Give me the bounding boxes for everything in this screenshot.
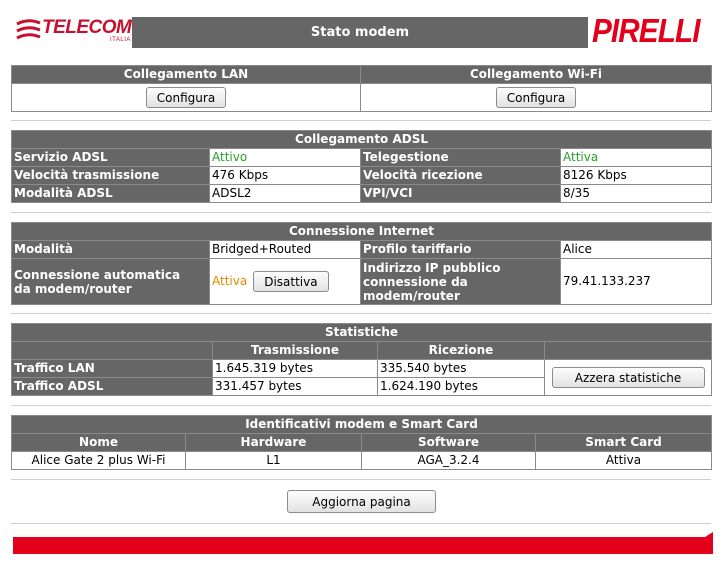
- public-ip-label: [361, 259, 561, 305]
- vpi-vci-label: VPI/VCI: [361, 185, 561, 203]
- lan-section-title: Collegamento LAN: [12, 66, 361, 84]
- adsl-traffic-label: Traffico ADSL: [12, 378, 213, 396]
- pirelli-logo-text: PIRELLI: [592, 12, 700, 49]
- lan-traffic-rx: 335.540 bytes: [378, 360, 545, 378]
- footer-bar: [13, 537, 713, 554]
- pirelli-logo: [592, 12, 708, 49]
- public-ip-label-line2: connessione da: [363, 274, 468, 289]
- lan-traffic-label: Traffico LAN: [12, 360, 213, 378]
- mode-label: Modalità: [12, 241, 210, 259]
- mode-value: Bridged+Routed: [210, 241, 361, 259]
- auto-connection-cell: [210, 259, 361, 305]
- reset-statistics-button[interactable]: Azzera statistiche: [552, 367, 705, 388]
- telemanagement-label: Telegestione: [361, 149, 561, 167]
- vpi-vci-value: 8/35: [561, 185, 712, 203]
- telecom-emblem-icon: [14, 18, 42, 46]
- tariff-profile-label: Profilo tariffario: [361, 241, 561, 259]
- adsl-section-title: Collegamento ADSL: [12, 131, 712, 149]
- public-ip-label-line1: Indirizzo IP pubblico: [363, 260, 501, 275]
- divider: [11, 523, 711, 524]
- divider: [11, 212, 711, 213]
- download-speed-label: Velocità ricezione: [361, 167, 561, 185]
- transmission-column-header: Trasmissione: [213, 342, 378, 360]
- refresh-page-button[interactable]: Aggiorna pagina: [287, 490, 436, 513]
- modem-name-value: Alice Gate 2 plus Wi-Fi: [12, 452, 186, 470]
- adsl-service-value: Attivo: [210, 149, 361, 167]
- public-ip-value: 79.41.133.237: [561, 259, 712, 305]
- auto-connection-status: Attiva: [212, 274, 248, 288]
- download-speed-value: 8126 Kbps: [561, 167, 712, 185]
- connection-config-table: [11, 65, 712, 112]
- divider: [11, 479, 711, 480]
- stats-header-empty: [12, 342, 213, 360]
- telemanagement-value: Attiva: [561, 149, 712, 167]
- page-title: Stato modem: [132, 17, 588, 48]
- lan-traffic-tx: 1.645.319 bytes: [213, 360, 378, 378]
- reception-column-header: Ricezione: [378, 342, 545, 360]
- adsl-mode-label: Modalità ADSL: [12, 185, 210, 203]
- lan-configure-button[interactable]: Configura: [146, 87, 226, 108]
- divider: [11, 120, 711, 121]
- disable-button[interactable]: Disattiva: [253, 271, 328, 292]
- adsl-table: [11, 130, 712, 203]
- auto-connection-label-line2: da modem/router: [14, 281, 132, 296]
- adsl-traffic-tx: 331.457 bytes: [213, 378, 378, 396]
- smartcard-value: Attiva: [536, 452, 712, 470]
- upload-speed-label: Velocità trasmissione: [12, 167, 210, 185]
- wifi-configure-button[interactable]: Configura: [496, 87, 576, 108]
- software-value: AGA_3.2.4: [362, 452, 536, 470]
- hardware-value: L1: [186, 452, 362, 470]
- upload-speed-value: 476 Kbps: [210, 167, 361, 185]
- internet-section-title: Connessione Internet: [12, 223, 712, 241]
- auto-connection-label-line1: Connessione automatica: [14, 267, 181, 282]
- divider: [11, 313, 711, 314]
- software-column-header: Software: [362, 434, 536, 452]
- wifi-section-title: Collegamento Wi-Fi: [361, 66, 712, 84]
- adsl-traffic-rx: 1.624.190 bytes: [378, 378, 545, 396]
- footer-flourish-icon: [683, 532, 713, 550]
- telecom-logo: [14, 16, 132, 46]
- auto-connection-label: [12, 259, 210, 305]
- wifi-config-cell: [361, 84, 712, 112]
- name-column-header: Nome: [12, 434, 186, 452]
- adsl-service-label: Servizio ADSL: [12, 149, 210, 167]
- telecom-logo-text: TELECOM: [42, 17, 132, 38]
- public-ip-label-line3: modem/router: [363, 288, 460, 303]
- identifiers-section-title: Identificativi modem e Smart Card: [12, 416, 712, 434]
- adsl-mode-value: ADSL2: [210, 185, 361, 203]
- internet-table: [11, 222, 712, 305]
- hardware-column-header: Hardware: [186, 434, 362, 452]
- reset-stats-cell: [545, 360, 712, 396]
- identifiers-table: [11, 415, 712, 470]
- telecom-logo-subtext: ITALIA: [110, 37, 131, 43]
- divider: [11, 405, 711, 406]
- smartcard-column-header: Smart Card: [536, 434, 712, 452]
- stats-header-empty: [545, 342, 712, 360]
- lan-config-cell: [12, 84, 361, 112]
- statistics-section-title: Statistiche: [12, 324, 712, 342]
- statistics-table: [11, 323, 712, 396]
- tariff-profile-value: Alice: [561, 241, 712, 259]
